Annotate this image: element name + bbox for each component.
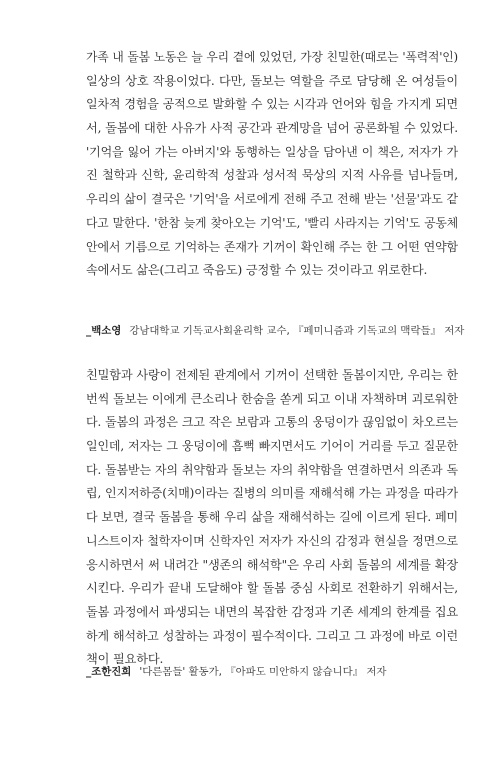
review-attribution-1 <box>86 322 466 337</box>
text-line: 돌봄 과정에서 파생되는 내면의 복잡한 감정과 기존 세계의 한계를 집요 <box>86 604 458 619</box>
review-attribution-2 <box>86 663 466 678</box>
text-line: 책이 필요하다. <box>86 652 164 667</box>
text-line: 친밀함과 사랑이 전제된 관계에서 기꺼이 선택한 돌봄이지만, 우리는 한 <box>86 368 458 382</box>
text-line: 립, 인지저하증(치매)이라는 질병의 의미를 재해석해 가는 과정을 따라가 <box>86 486 458 501</box>
review-paragraph-1 <box>86 46 458 283</box>
text-line: 하게 해석하고 성찰하는 과정이 필수적이다. 그리고 그 과정에 바로 이런 <box>86 628 458 643</box>
reviewer-description: 강남대학교 기독교사회윤리학 교수, 『페미니즘과 기독교의 맥락들』 저자 <box>129 325 465 337</box>
text-line: 응시하면서 써 내려간 "생존의 해석학"은 우리 사회 돌봄의 세계를 확장 <box>86 557 458 572</box>
reviewer-name: _백소영 <box>86 325 122 337</box>
text-line: 다 보면, 결국 돌봄을 통해 우리 삶을 재해석하는 길에 이르게 된다. 페미 <box>86 510 458 525</box>
text-line: 일인데, 저자는 그 웅덩이에 흠뻑 빠지면서도 기어이 거리를 두고 질문한 <box>86 439 458 454</box>
text-line: 시킨다. 우리가 끝내 도달해야 할 돌봄 중심 사회로 전환하기 위해서는, <box>86 581 458 596</box>
text-line: 진 철학과 신학, 윤리학적 성찰과 성서적 묵상의 지적 사유를 넘나들며, <box>86 168 458 183</box>
text-line: 일상의 상호 작용이었다. 다만, 돌보는 역할을 주로 담당해 온 여성들이 <box>86 73 458 88</box>
text-line: 다. 돌봄의 과정은 크고 작은 보람과 고통의 웅덩이가 끊임없이 차오르는 <box>86 415 458 430</box>
reviewer-description: '다른몸들' 활동가, 『아파도 미안하지 않습니다』 저자 <box>139 666 387 678</box>
text-line: 다고 말한다. '한참 늦게 찾아오는 기억'도, '빨리 사라지는 기억'도 공동체 <box>86 215 458 230</box>
text-line: 우리의 삶이 결국은 '기억'을 서로에게 전해 주고 전해 받는 '선물'과도 같 <box>86 192 458 207</box>
text-line: 일차적 경험을 공적으로 발화할 수 있는 시각과 언어와 힘을 가지게 되면 <box>86 97 458 112</box>
text-line: 가족 내 돌봄 노동은 늘 우리 곁에 있었던, 가장 친밀한(때로는 '폭력적'인) <box>86 50 458 64</box>
reviewer-name: _조한진희 <box>86 666 132 678</box>
text-line: 안에서 기름으로 기억하는 존재가 기꺼이 확인해 주는 한 그 어떤 연약함 <box>86 239 458 254</box>
text-line: 다. 돌봄받는 자의 취약함과 돌보는 자의 취약함을 연결하면서 의존과 독 <box>86 462 458 477</box>
text-line: 니스트이자 철학자이며 신학자인 저자가 자신의 감정과 현실을 정면으로 <box>86 533 458 548</box>
review-paragraph-2 <box>86 364 458 672</box>
text-line: 속에서도 삶은(그리고 죽음도) 긍정할 수 있는 것이라고 위로한다. <box>86 263 428 278</box>
text-line: 서, 돌봄에 대한 사유가 사적 공간과 관계망을 넘어 공론화될 수 있었다. <box>86 121 458 136</box>
text-line: '기억을 잃어 가는 아버지'와 동행하는 일상을 담아낸 이 책은, 저자가 가 <box>86 144 458 159</box>
text-line: 번씩 돌보는 이에게 큰소리나 한숨을 쏟게 되고 이내 자책하며 괴로워한 <box>86 391 458 406</box>
